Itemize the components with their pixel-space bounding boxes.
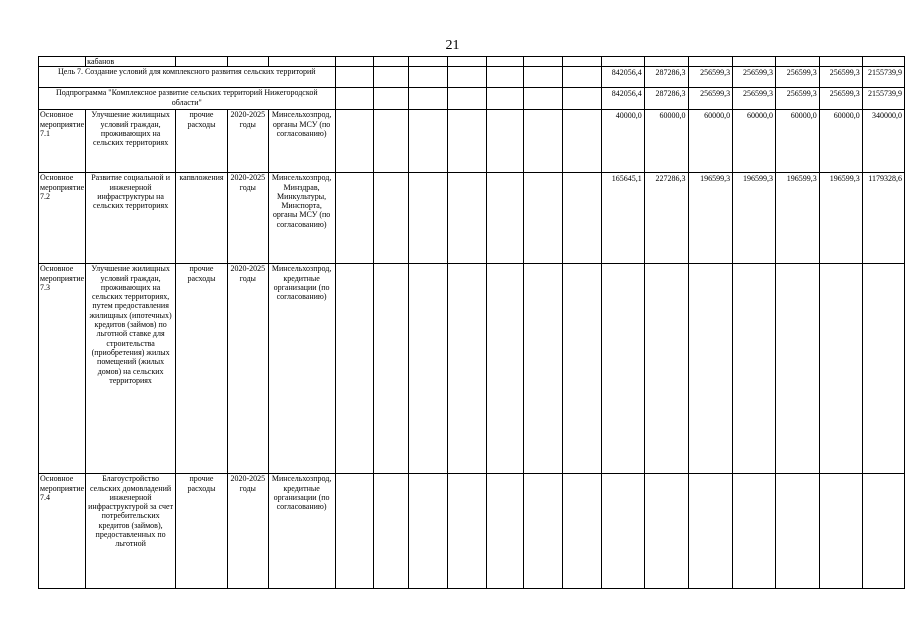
cell-empty xyxy=(374,173,409,264)
cell-amount: 256599,3 xyxy=(733,67,776,88)
cell-name-continued: кабанов xyxy=(86,57,176,67)
cell-amount: 60000,0 xyxy=(644,110,688,173)
cell-amount xyxy=(776,264,820,474)
cell-period: 2020-2025 годы xyxy=(227,474,268,589)
cell-empty xyxy=(688,57,733,67)
cell-amount: 256599,3 xyxy=(819,88,862,110)
cell-amount xyxy=(644,474,688,589)
cell-empty xyxy=(524,264,563,474)
cell-empty xyxy=(862,57,904,67)
cell-kind: Основное мероприятие 7.2 xyxy=(39,173,86,264)
cell-amount: 60000,0 xyxy=(776,110,820,173)
cell-amount: 196599,3 xyxy=(688,173,733,264)
cell-kind: Основное мероприятие 7.4 xyxy=(39,474,86,589)
cell-expense-type: прочие расходы xyxy=(176,474,228,589)
cell-empty xyxy=(335,110,374,173)
cell-empty xyxy=(448,264,487,474)
cell-empty xyxy=(335,67,374,88)
cell-empty xyxy=(409,173,448,264)
cell-amount: 196599,3 xyxy=(733,173,776,264)
cell-amount: 1179328,6 xyxy=(862,173,904,264)
cell-amount: 256599,3 xyxy=(819,67,862,88)
table-row xyxy=(39,110,905,173)
cell-empty xyxy=(176,57,228,67)
cell-empty xyxy=(733,57,776,67)
cell-amount: 60000,0 xyxy=(733,110,776,173)
cell-empty xyxy=(374,110,409,173)
cell-empty xyxy=(524,474,563,589)
table-row xyxy=(39,474,905,589)
table-row xyxy=(39,57,905,67)
cell-executor: Минсельхозпрод, органы МСУ (по согласованию) xyxy=(268,110,335,173)
cell-empty xyxy=(562,88,601,110)
cell-empty xyxy=(486,67,523,88)
cell-period: 2020-2025 годы xyxy=(227,110,268,173)
cell-period: 2020-2025 годы xyxy=(227,264,268,474)
cell-expense-type: прочие расходы xyxy=(176,110,228,173)
cell-executor: Минсельхозпрод, кредитные организации (по согласованию) xyxy=(268,474,335,589)
cell-amount: 256599,3 xyxy=(733,88,776,110)
cell-empty xyxy=(448,57,487,67)
cell-empty xyxy=(644,57,688,67)
cell-empty xyxy=(227,57,268,67)
cell-amount xyxy=(644,264,688,474)
cell-empty xyxy=(409,110,448,173)
cell-empty xyxy=(448,110,487,173)
cell-amount: 40000,0 xyxy=(601,110,644,173)
cell-empty xyxy=(409,67,448,88)
table-row xyxy=(39,67,905,88)
cell-empty xyxy=(486,110,523,173)
cell-expense-type: прочие расходы xyxy=(176,264,228,474)
cell-empty xyxy=(524,110,563,173)
cell-amount xyxy=(733,264,776,474)
cell-empty xyxy=(409,264,448,474)
cell-empty xyxy=(448,67,487,88)
cell-amount: 60000,0 xyxy=(688,110,733,173)
cell-empty xyxy=(448,474,487,589)
cell-amount: 60000,0 xyxy=(819,110,862,173)
cell-executor: Минсельхозпрод, Минздрав, Минкультуры, Минспорта, органы МСУ (по согласованию) xyxy=(268,173,335,264)
cell-name: Благоустройство сельских домовладений инженерной инфраструктурой за счет потребительских кредитов (займов), предоставленных по льготной xyxy=(86,474,176,589)
cell-amount: 196599,3 xyxy=(819,173,862,264)
cell-empty xyxy=(448,173,487,264)
cell-empty xyxy=(374,264,409,474)
cell-empty xyxy=(486,474,523,589)
cell-amount xyxy=(776,474,820,589)
cell-empty xyxy=(335,264,374,474)
cell-expense-type: капвложения xyxy=(176,173,228,264)
cell-kind xyxy=(39,57,86,67)
cell-amount xyxy=(733,474,776,589)
cell-amount: 287286,3 xyxy=(644,88,688,110)
cell-amount: 287286,3 xyxy=(644,67,688,88)
table-row xyxy=(39,88,905,110)
cell-amount: 165645,1 xyxy=(601,173,644,264)
cell-amount: 340000,0 xyxy=(862,110,904,173)
cell-empty xyxy=(335,173,374,264)
cell-name: Улучшение жилищных условий граждан, проживающих на сельских территориях xyxy=(86,110,176,173)
cell-kind: Основное мероприятие 7.3 xyxy=(39,264,86,474)
cell-empty xyxy=(486,264,523,474)
cell-amount xyxy=(601,264,644,474)
cell-section-title: Подпрограмма "Комплексное развитие сельских территорий Нижегородской области" xyxy=(39,88,336,110)
cell-empty xyxy=(601,57,644,67)
cell-amount: 256599,3 xyxy=(688,67,733,88)
cell-amount: 227286,3 xyxy=(644,173,688,264)
page-number: 21 xyxy=(445,38,460,53)
cell-empty xyxy=(776,57,820,67)
cell-amount xyxy=(862,474,904,589)
cell-amount xyxy=(688,264,733,474)
cell-empty xyxy=(819,57,862,67)
cell-executor: Минсельхозпрод, кредитные организации (по согласованию) xyxy=(268,264,335,474)
cell-amount: 256599,3 xyxy=(688,88,733,110)
cell-empty xyxy=(562,264,601,474)
table-row xyxy=(39,173,905,264)
cell-empty xyxy=(524,88,563,110)
cell-amount: 2155739,9 xyxy=(862,88,904,110)
cell-amount xyxy=(601,474,644,589)
cell-empty xyxy=(448,88,487,110)
cell-empty xyxy=(486,88,523,110)
cell-empty xyxy=(374,67,409,88)
cell-empty xyxy=(409,474,448,589)
cell-empty xyxy=(374,88,409,110)
cell-empty xyxy=(374,474,409,589)
cell-amount xyxy=(688,474,733,589)
cell-amount: 842056,4 xyxy=(601,88,644,110)
cell-empty xyxy=(486,173,523,264)
cell-empty xyxy=(562,474,601,589)
cell-name: Развитие социальной и инженерной инфраструктуры на сельских территориях xyxy=(86,173,176,264)
cell-period: 2020-2025 годы xyxy=(227,173,268,264)
cell-empty xyxy=(268,57,335,67)
cell-section-title: Цель 7. Создание условий для комплексного развития сельских территорий xyxy=(39,67,336,88)
cell-empty xyxy=(409,57,448,67)
cell-empty xyxy=(524,173,563,264)
cell-amount: 196599,3 xyxy=(776,173,820,264)
cell-amount: 256599,3 xyxy=(776,88,820,110)
cell-amount: 2155739,9 xyxy=(862,67,904,88)
cell-amount xyxy=(819,264,862,474)
program-table xyxy=(38,56,905,589)
cell-amount: 842056,4 xyxy=(601,67,644,88)
cell-empty xyxy=(562,57,601,67)
cell-kind: Основное мероприятие 7.1 xyxy=(39,110,86,173)
table-row xyxy=(39,264,905,474)
cell-empty xyxy=(486,57,523,67)
cell-empty xyxy=(335,88,374,110)
cell-empty xyxy=(562,67,601,88)
cell-amount xyxy=(862,264,904,474)
cell-empty xyxy=(335,57,374,67)
cell-empty xyxy=(524,57,563,67)
cell-name: Улучшение жилищных условий граждан, проживающих на сельских территориях, путем предоставления жилищных (ипотечных) кредитов (займов) по льготной ставке для строительства (приобретения) жилых помещений (жилых домов) на сельских территориях xyxy=(86,264,176,474)
cell-amount: 256599,3 xyxy=(776,67,820,88)
cell-empty xyxy=(562,110,601,173)
cell-empty xyxy=(335,474,374,589)
cell-amount xyxy=(819,474,862,589)
cell-empty xyxy=(562,173,601,264)
cell-empty xyxy=(374,57,409,67)
cell-empty xyxy=(524,67,563,88)
cell-empty xyxy=(409,88,448,110)
